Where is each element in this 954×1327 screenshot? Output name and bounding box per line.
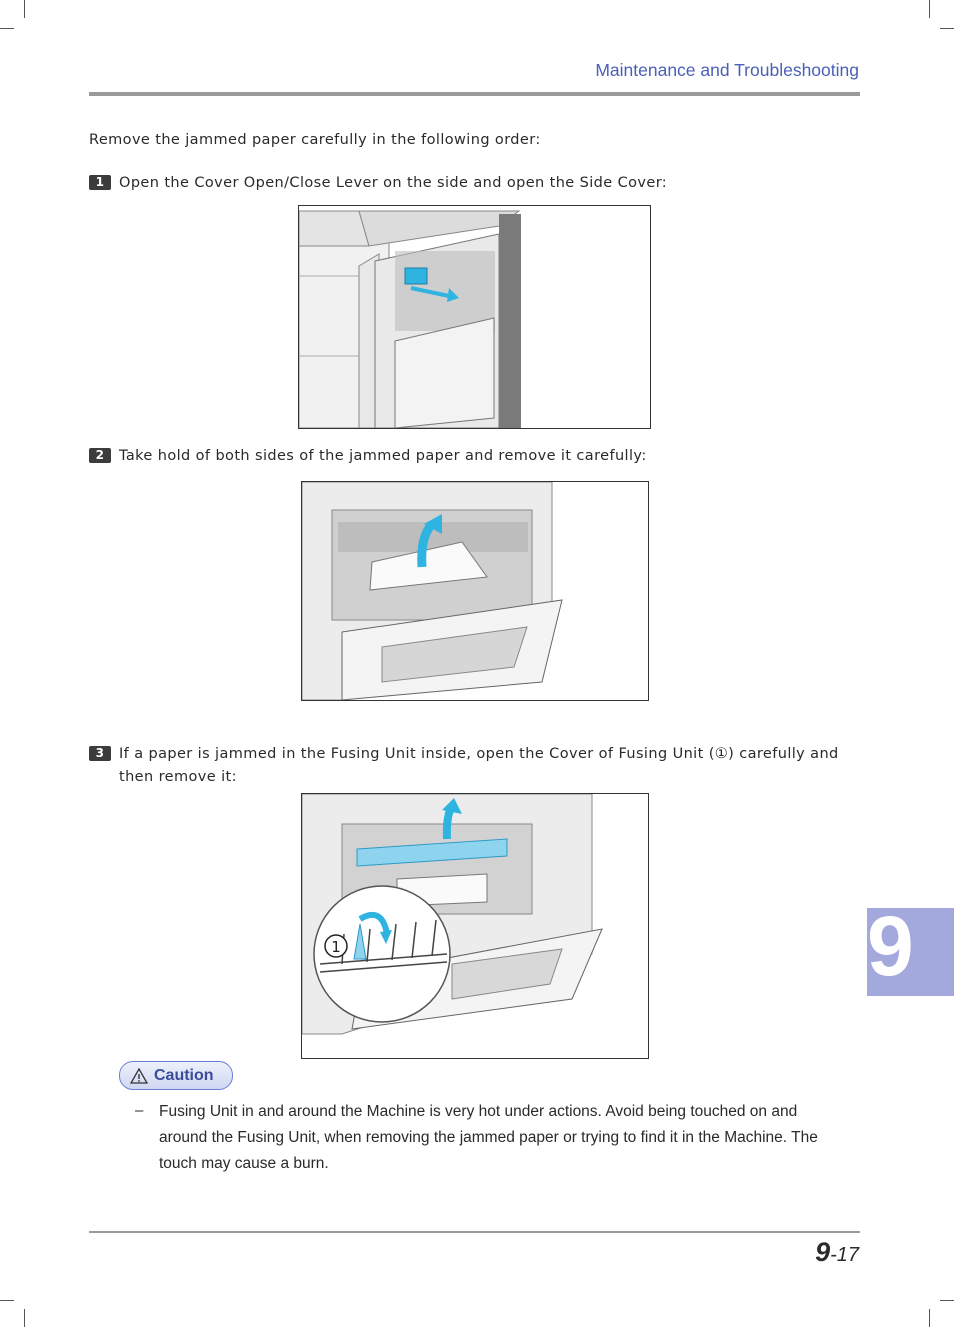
intro-text: Remove the jammed paper carefully in the following order: — [89, 132, 541, 148]
callout-number: 1 — [331, 938, 341, 956]
step-1 — [89, 172, 859, 195]
page-sub: -17 — [830, 1244, 859, 1266]
step-3 — [89, 743, 859, 789]
page-chapter: 9 — [815, 1237, 831, 1267]
crop-mark — [0, 28, 14, 29]
caution-badge — [119, 1061, 233, 1090]
crop-mark — [929, 1309, 930, 1327]
crop-mark — [24, 0, 25, 18]
crop-mark — [929, 0, 930, 18]
chapter-tab-number: 9 — [867, 899, 914, 993]
step-text: If a paper is jammed in the Fusing Unit inside, open the Cover of Fusing Unit (①) carefully and — [119, 746, 839, 762]
chapter-tab — [867, 899, 954, 996]
bullet-dash: – — [135, 1102, 144, 1119]
fusing-unit-illustration — [301, 793, 649, 1059]
step-text: Take hold of both sides of the jammed paper and remove it carefully: — [119, 448, 647, 464]
step-text: then remove it: — [119, 769, 237, 785]
crop-mark — [940, 28, 954, 29]
header-divider — [89, 92, 860, 96]
caution-label: Caution — [154, 1067, 214, 1084]
caution-text: Fusing Unit in and around the Machine is very hot under actions. Avoid being touched on and around the Fusing Unit, when removing the jammed paper or trying to find it in the Machine. The touch may cause a burn. — [159, 1103, 818, 1172]
crop-mark — [24, 1309, 25, 1327]
warning-icon — [130, 1068, 148, 1084]
crop-mark — [940, 1300, 954, 1301]
crop-mark — [0, 1300, 14, 1301]
step-number: 1 — [89, 175, 111, 190]
step-2 — [89, 445, 859, 468]
page-number — [815, 1237, 859, 1268]
side-cover-illustration — [298, 205, 651, 429]
step-number: 2 — [89, 448, 111, 463]
step-text: Open the Cover Open/Close Lever on the side and open the Side Cover: — [119, 175, 668, 191]
step-number: 3 — [89, 746, 111, 761]
section-title: Maintenance and Troubleshooting — [595, 60, 859, 80]
footer-divider — [89, 1231, 860, 1233]
remove-paper-illustration — [301, 481, 649, 701]
